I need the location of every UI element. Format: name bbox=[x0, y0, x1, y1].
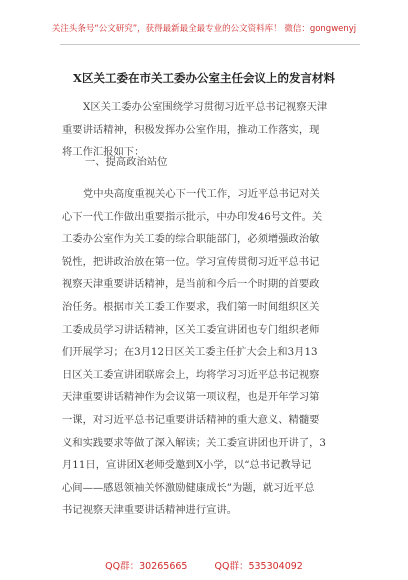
footer bbox=[0, 558, 408, 572]
paragraph-line: 视察天津重要讲话精神，是当前和今后一个时期的首要政 bbox=[62, 278, 320, 291]
paragraph-line: 心下一代工作做出重要指示批示，中办印发46号文件。关 bbox=[62, 210, 323, 223]
paragraph-line: 月11日，宣讲团X老师受邀到X小学，以“总书记教导记 bbox=[62, 459, 312, 472]
footer-qq-group-2: QQ群：535304092 bbox=[214, 561, 303, 572]
paragraph-line: 治任务。根据市关工委工作要求，我们第一时间组织区关 bbox=[62, 300, 320, 313]
paragraph-line: 们开展学习；在3月12日区关工委主任扩大会上和3月13 bbox=[62, 346, 318, 359]
body-paragraph bbox=[62, 183, 354, 522]
paragraph-line: 天津重要讲话精神作为会议第一项议程，也是开年学习第 bbox=[62, 391, 320, 404]
paragraph-line: 重要讲话精神，积极发挥办公室作用，推动工作落实，现 bbox=[62, 123, 320, 136]
paragraph-line: 工委成员学习讲话精神，区关工委宣讲团也专门组织老师 bbox=[62, 323, 320, 336]
paragraph-line: 义和实践要求等做了深入解读；关工委宣讲团也开讲了，3 bbox=[62, 436, 326, 449]
paragraph-line: 日区关工委宣讲团联席会上，均将学习习近平总书记视察 bbox=[62, 368, 320, 381]
section-heading: 一、提高政治站位 bbox=[85, 156, 168, 168]
document-title: X区关工委在市关工委办公室主任会议上的发言材料 bbox=[73, 71, 335, 85]
paragraph-line: 锐性，把讲政治放在第一位。学习宣传贯彻习近平总书记 bbox=[62, 255, 320, 268]
paragraph-line: 书记视察天津重要讲话精神进行宣讲。 bbox=[62, 504, 238, 517]
paragraph-line: 将工作汇报如下： bbox=[62, 146, 145, 159]
paragraph-line: 党中央高度重视关心下一代工作，习近平总书记对关 bbox=[83, 188, 320, 200]
paragraph-line: 心间——感恩领袖关怀激励健康成长”为题，就习近平总 bbox=[62, 481, 315, 494]
paragraph-line: 一课，对习近平总书记重要讲话精神的重大意义、精髓要 bbox=[62, 413, 320, 426]
paragraph-line: X区关工委办公室围绕学习贯彻习近平总书记视察天津 bbox=[83, 101, 328, 113]
header-banner: 关注头条号“公文研究”，获得最新最全最专业的公文资料库！ 微信：gongwenyj bbox=[51, 24, 357, 34]
paragraph-line: 工委办公室作为关工委的综合职能部门，必须增强政治敏 bbox=[62, 233, 320, 246]
header-divider bbox=[60, 44, 360, 45]
footer-qq-group-1: QQ群：30265665 bbox=[105, 561, 188, 572]
